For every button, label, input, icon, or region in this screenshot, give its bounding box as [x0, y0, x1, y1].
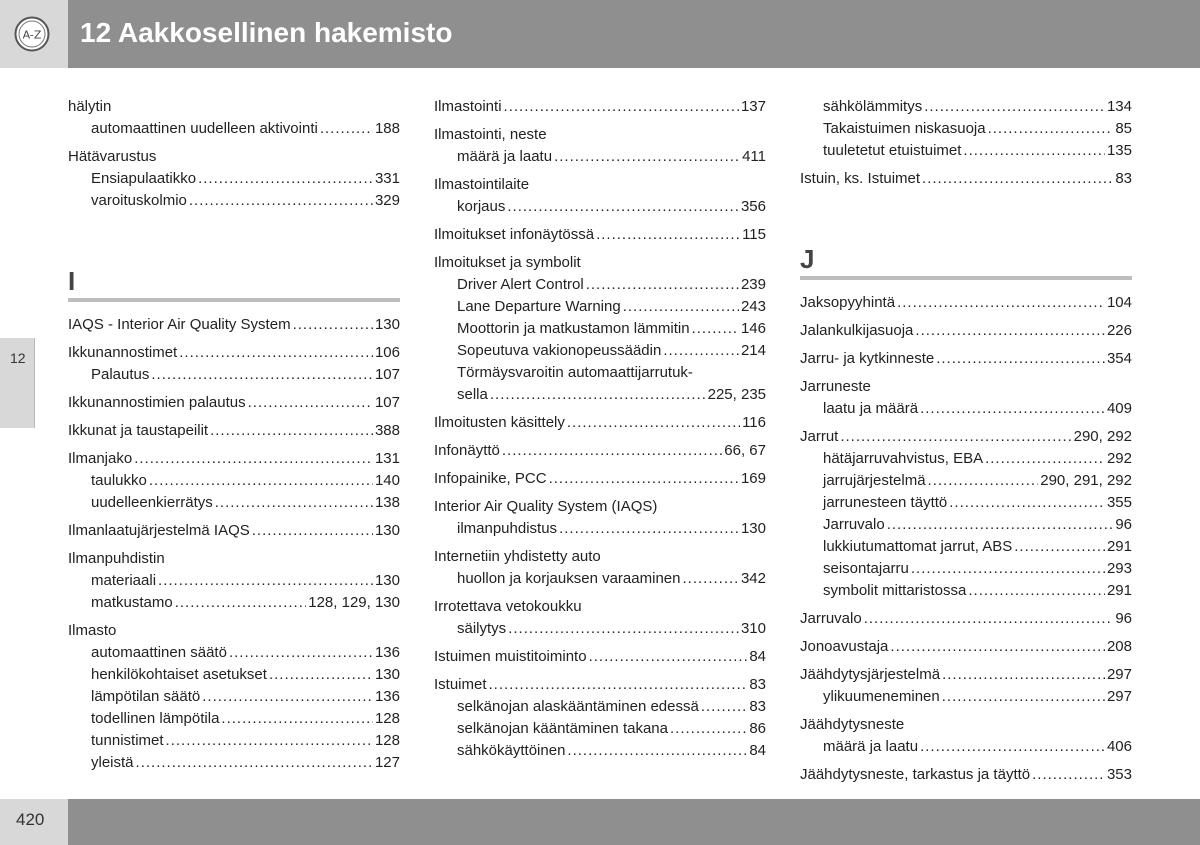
page-footer [0, 799, 1200, 845]
dot-leader [210, 420, 373, 442]
entry-term: Palautus [91, 366, 150, 383]
dot-leader [942, 686, 1105, 708]
entry-term: Driver Alert Control [457, 276, 584, 293]
index-subentry [800, 558, 1132, 580]
section-divider [800, 276, 1132, 280]
entry-page-ref: 292 [1106, 450, 1132, 467]
entry-term: taulukko [91, 472, 147, 489]
dot-leader [158, 570, 373, 592]
entry-term: laatu ja määrä [823, 400, 919, 417]
entry-page-ref: 131 [374, 450, 400, 467]
entry-term: korjaus [457, 198, 506, 215]
dot-leader [942, 664, 1105, 686]
index-entry [68, 96, 400, 118]
entry-page-ref: 96 [1115, 516, 1132, 533]
entry-page-ref: 128 [374, 710, 400, 727]
entry-page-ref: 85 [1115, 120, 1132, 137]
entry-term: Jarrut [800, 428, 839, 445]
dot-leader [269, 664, 373, 686]
dot-leader [920, 398, 1105, 420]
index-subentry [68, 686, 400, 708]
entry-term: Hätävarustus [68, 148, 157, 165]
index-entry [434, 96, 766, 118]
dot-leader [202, 686, 373, 708]
index-subentry [800, 686, 1132, 708]
dot-leader [840, 426, 1071, 448]
entry-term: Istuimen muistitoiminto [434, 648, 587, 665]
a-z-icon [14, 16, 50, 52]
dot-leader [663, 340, 739, 362]
index-entry [434, 546, 766, 568]
index-entry [434, 646, 766, 668]
entry-page-ref: 130 [740, 520, 766, 537]
index-subentry [434, 196, 766, 218]
dot-leader [567, 740, 747, 762]
index-entry [68, 548, 400, 570]
entry-term: säilytys [457, 620, 507, 637]
entry-page-ref: 134 [1106, 98, 1132, 115]
dot-leader [586, 274, 739, 296]
index-entry [800, 636, 1132, 658]
entry-page-ref: 388 [374, 422, 400, 439]
index-subentry [434, 718, 766, 740]
entry-term: Ilmanjako [68, 450, 133, 467]
index-entry [434, 412, 766, 434]
entry-term: lukkiutumattomat jarrut, ABS [823, 538, 1013, 555]
entry-page-ref: 107 [374, 366, 400, 383]
entry-page-ref: 130 [374, 316, 400, 333]
entry-page-ref: 83 [749, 698, 766, 715]
header-icon-tab [0, 0, 68, 68]
group-gap [434, 762, 766, 768]
dot-leader [559, 518, 739, 540]
index-subentry [800, 118, 1132, 140]
entry-page-ref: 214 [740, 342, 766, 359]
entry-term: Jaksopyyhintä [800, 294, 896, 311]
dot-leader [911, 558, 1105, 580]
index-subentry [800, 736, 1132, 758]
entry-term: Moottorin ja matkustamon lämmitin [457, 320, 690, 337]
entry-term: hätäjarruvahvistus, EBA [823, 450, 984, 467]
index-entry [434, 440, 766, 462]
entry-term: Ensiapulaatikko [91, 170, 197, 187]
entry-page-ref: 355 [1106, 494, 1132, 511]
index-entry [434, 596, 766, 618]
dot-leader [215, 492, 373, 514]
entry-page-ref: 291 [1106, 582, 1132, 599]
entry-page-ref: 297 [1106, 666, 1132, 683]
index-entry [800, 376, 1132, 398]
index-entry [68, 448, 400, 470]
entry-term: Jarru- ja kytkinneste [800, 350, 935, 367]
dot-leader [924, 96, 1105, 118]
entry-term: IAQS - Interior Air Quality System [68, 316, 291, 333]
group-gap [800, 786, 1132, 792]
entry-term: Jäähdytysjärjestelmä [800, 666, 941, 683]
dot-leader [985, 448, 1105, 470]
index-subentry [434, 146, 766, 168]
dot-leader [198, 168, 373, 190]
entry-term: Sopeutuva vakionopeussäädin [457, 342, 662, 359]
index-entry [800, 320, 1132, 342]
entry-term: Infopainike, PCC [434, 470, 547, 487]
entry-term: lämpötilan säätö [91, 688, 201, 705]
index-subentry [68, 190, 400, 212]
index-subentry [434, 740, 766, 762]
entry-page-ref: 83 [1115, 170, 1132, 187]
entry-term: Jarruneste [800, 378, 871, 395]
entry-page-ref: 138 [374, 494, 400, 511]
entry-page-ref: 342 [740, 570, 766, 587]
dot-leader [490, 384, 706, 406]
dot-leader [149, 470, 373, 492]
index-entry [800, 714, 1132, 736]
dot-leader [549, 468, 739, 490]
entry-term: Ilmanlaatujärjestelmä IAQS [68, 522, 250, 539]
entry-page-ref: 107 [374, 394, 400, 411]
entry-page-ref: 136 [374, 644, 400, 661]
index-subentry [434, 318, 766, 340]
index-subentry [68, 752, 400, 774]
entry-page-ref: 169 [740, 470, 766, 487]
entry-term: Ilmastointilaite [434, 176, 530, 193]
index-subentry [800, 536, 1132, 558]
dot-leader [701, 696, 747, 718]
index-entry [68, 520, 400, 542]
entry-page-ref: 353 [1106, 766, 1132, 783]
entry-page-ref: 291 [1106, 538, 1132, 555]
index-entry [800, 764, 1132, 786]
dot-leader [949, 492, 1105, 514]
entry-term: ilmanpuhdistus [457, 520, 558, 537]
dot-leader [508, 618, 739, 640]
entry-term: Ilmoitukset ja symbolit [434, 254, 581, 271]
dot-leader [915, 320, 1105, 342]
a-z-icon-text: A-Z [22, 28, 42, 42]
dot-leader [554, 146, 740, 168]
entry-term: Ikkunannostimien palautus [68, 394, 246, 411]
dot-leader [623, 296, 739, 318]
index-column-2 [434, 96, 766, 768]
entry-page-ref: 127 [374, 754, 400, 771]
entry-page-ref: 130 [374, 522, 400, 539]
chapter-tab-label: 12 [10, 350, 26, 366]
entry-term: Ikkunat ja taustapeilit [68, 422, 209, 439]
entry-page-ref: 146 [740, 320, 766, 337]
index-entry [68, 392, 400, 414]
dot-leader [963, 140, 1105, 162]
index-entry [434, 174, 766, 196]
entry-term: Jalankulkijasuoja [800, 322, 914, 339]
entry-term: Ilmoitukset infonäytössä [434, 226, 595, 243]
index-subentry [800, 492, 1132, 514]
entry-term: määrä ja laatu [457, 148, 553, 165]
entry-term: Infonäyttö [434, 442, 500, 459]
entry-term: jarrunesteen täyttö [823, 494, 948, 511]
entry-term: hälytin [68, 98, 112, 115]
index-column-3 [800, 96, 1132, 792]
group-gap [68, 212, 400, 218]
dot-leader [887, 514, 1114, 536]
index-entry [68, 146, 400, 168]
entry-page-ref: 130 [374, 666, 400, 683]
index-subentry [800, 580, 1132, 602]
entry-page-ref: 290, 291, 292 [1040, 472, 1132, 489]
page-title: 12 Aakkosellinen hakemisto [80, 17, 453, 48]
dot-leader [252, 520, 373, 542]
entry-page-ref: 188 [374, 120, 400, 137]
entry-term: määrä ja laatu [823, 738, 919, 755]
index-subentry [434, 340, 766, 362]
entry-page-ref: 83 [749, 676, 766, 693]
index-subentry [800, 470, 1132, 492]
entry-page-ref: 128 [374, 732, 400, 749]
dot-leader [320, 118, 373, 140]
entry-term: Ikkunannostimet [68, 344, 178, 361]
dot-leader [596, 224, 740, 246]
entry-term: sella [457, 386, 488, 403]
index-subentry [434, 296, 766, 318]
dot-leader [567, 412, 740, 434]
entry-page-ref: 66, 67 [724, 442, 766, 459]
entry-term: matkustamo [91, 594, 173, 611]
entry-page-ref: 140 [374, 472, 400, 489]
index-entry [800, 426, 1132, 448]
index-subentry [800, 96, 1132, 118]
entry-page-ref: 225, 235 [707, 386, 766, 403]
section-letter: I [68, 266, 76, 296]
page-number-box [0, 799, 68, 845]
index-subentry [68, 168, 400, 190]
dot-leader [189, 190, 373, 212]
entry-page-ref: 130 [374, 572, 400, 589]
group-gap [68, 774, 400, 780]
dot-leader [589, 646, 748, 668]
entry-term: tuuletetut etuistuimet [823, 142, 962, 159]
entry-term: Istuin, ks. Istuimet [800, 170, 921, 187]
dot-leader [692, 318, 739, 340]
entry-page-ref: 297 [1106, 688, 1132, 705]
entry-page-ref: 293 [1106, 560, 1132, 577]
index-subentry [434, 362, 766, 384]
index-entry [800, 292, 1132, 314]
dot-leader [1032, 764, 1105, 786]
entry-page-ref: 226 [1106, 322, 1132, 339]
entry-page-ref: 106 [374, 344, 400, 361]
entry-term: symbolit mittaristossa [823, 582, 967, 599]
entry-term: varoituskolmio [91, 192, 187, 209]
dot-leader [1014, 536, 1105, 558]
index-column-1 [68, 96, 400, 780]
dot-leader [682, 568, 738, 590]
entry-term: sähkölämmitys [823, 98, 923, 115]
entry-term: Internetiin yhdistetty auto [434, 548, 601, 565]
dot-leader [504, 96, 739, 118]
index-subentry [800, 514, 1132, 536]
index-subentry [434, 518, 766, 540]
index-subentry [434, 384, 766, 406]
index-subentry [68, 118, 400, 140]
dot-leader [670, 718, 747, 740]
index-subentry [434, 568, 766, 590]
index-subentry [800, 448, 1132, 470]
entry-term: sähkökäyttöinen [457, 742, 566, 759]
entry-term: Ilmastointi, neste [434, 126, 547, 143]
entry-page-ref: 243 [740, 298, 766, 315]
index-entry [68, 342, 400, 364]
group-gap [800, 190, 1132, 196]
index-entry [434, 124, 766, 146]
entry-term: Jarruvalo [823, 516, 885, 533]
dot-leader [920, 736, 1105, 758]
index-subentry [434, 274, 766, 296]
entry-page-ref: 104 [1106, 294, 1132, 311]
dot-leader [221, 708, 373, 730]
index-subentry [68, 664, 400, 686]
entry-page-ref: 409 [1106, 400, 1132, 417]
index-subentry [68, 730, 400, 752]
entry-term: Jäähdytysneste [800, 716, 905, 733]
dot-leader [229, 642, 373, 664]
entry-term: Ilmasto [68, 622, 117, 639]
dot-leader [502, 440, 722, 462]
index-entry [68, 420, 400, 442]
entry-term: Jonoavustaja [800, 638, 889, 655]
index-entry [800, 664, 1132, 686]
index-subentry [68, 492, 400, 514]
entry-page-ref: 411 [742, 148, 766, 165]
entry-term: tunnistimet [91, 732, 164, 749]
entry-term: Jarruvalo [800, 610, 862, 627]
dot-leader [179, 342, 373, 364]
section-letter: J [800, 244, 815, 274]
index-entry [434, 496, 766, 518]
entry-term: Törmäysvaroitin automaattijarrutuk- [457, 364, 693, 381]
entry-term: todellinen lämpötila [91, 710, 220, 727]
entry-page-ref: 329 [374, 192, 400, 209]
entry-term: Ilmoitusten käsittely [434, 414, 565, 431]
entry-term: Takaistuimen niskasuoja [823, 120, 986, 137]
dot-leader [136, 752, 373, 774]
entry-page-ref: 137 [740, 98, 766, 115]
dot-leader [293, 314, 373, 336]
entry-term: Istuimet [434, 676, 487, 693]
entry-page-ref: 354 [1106, 350, 1132, 367]
index-subentry [434, 696, 766, 718]
dot-leader [968, 580, 1105, 602]
dot-leader [922, 168, 1113, 190]
entry-term: Irrotettava vetokoukku [434, 598, 582, 615]
entry-term: selkänojan kääntäminen takana [457, 720, 668, 737]
entry-term: Jäähdytysneste, tarkastus ja täyttö [800, 766, 1031, 783]
entry-term: Interior Air Quality System (IAQS) [434, 498, 658, 515]
dot-leader [166, 730, 373, 752]
index-subentry [68, 364, 400, 386]
entry-page-ref: 290, 292 [1073, 428, 1132, 445]
index-entry [434, 468, 766, 490]
dot-leader [928, 470, 1039, 492]
index-entry [68, 620, 400, 642]
entry-term: selkänojan alaskääntäminen edessä [457, 698, 699, 715]
index-subentry [68, 570, 400, 592]
entry-term: Ilmastointi [434, 98, 502, 115]
entry-term: ylikuumeneminen [823, 688, 940, 705]
dot-leader [864, 608, 1114, 630]
entry-term: henkilökohtaiset asetukset [91, 666, 267, 683]
entry-page-ref: 115 [742, 226, 766, 243]
entry-page-ref: 406 [1106, 738, 1132, 755]
index-subentry [68, 470, 400, 492]
entry-term: huollon ja korjauksen varaaminen [457, 570, 681, 587]
entry-page-ref: 135 [1106, 142, 1132, 159]
dot-leader [988, 118, 1114, 140]
index-entry [800, 168, 1132, 190]
index-subentry [68, 642, 400, 664]
page-number: 420 [16, 810, 45, 829]
entry-page-ref: 356 [740, 198, 766, 215]
entry-term: automaattinen uudelleen aktivointi [91, 120, 318, 137]
entry-page-ref: 136 [374, 688, 400, 705]
page-header [0, 0, 1200, 68]
entry-page-ref: 128, 129, 130 [308, 594, 400, 611]
entry-page-ref: 86 [749, 720, 766, 737]
entry-term: yleistä [91, 754, 134, 771]
dot-leader [151, 364, 373, 386]
entry-page-ref: 84 [749, 648, 766, 665]
chapter-tab [0, 338, 35, 428]
index-entry [68, 314, 400, 336]
entry-page-ref: 116 [742, 414, 766, 431]
dot-leader [489, 674, 748, 696]
dot-leader [175, 592, 307, 614]
index-entry [800, 348, 1132, 370]
dot-leader [134, 448, 373, 470]
entry-page-ref: 310 [740, 620, 766, 637]
dot-leader [936, 348, 1105, 370]
entry-term: materiaali [91, 572, 157, 589]
entry-page-ref: 208 [1106, 638, 1132, 655]
entry-term: Lane Departure Warning [457, 298, 621, 315]
entry-term: seisontajarru [823, 560, 909, 577]
entry-page-ref: 96 [1115, 610, 1132, 627]
entry-page-ref: 331 [374, 170, 400, 187]
entry-term: jarrujärjestelmä [823, 472, 926, 489]
index-entry [434, 224, 766, 246]
index-subentry [434, 618, 766, 640]
index-entry [434, 252, 766, 274]
dot-leader [248, 392, 373, 414]
entry-term: automaattinen säätö [91, 644, 227, 661]
dot-leader [507, 196, 739, 218]
entry-page-ref: 239 [740, 276, 766, 293]
index-subentry [800, 140, 1132, 162]
entry-page-ref: 84 [749, 742, 766, 759]
index-entry [800, 608, 1132, 630]
entry-term: uudelleenkierrätys [91, 494, 213, 511]
section-divider [68, 298, 400, 302]
dot-leader [890, 636, 1105, 658]
index-subentry [68, 708, 400, 730]
index-entry [434, 674, 766, 696]
index-subentry [800, 398, 1132, 420]
entry-term: Ilmanpuhdistin [68, 550, 165, 567]
dot-leader [897, 292, 1105, 314]
index-subentry [68, 592, 400, 614]
